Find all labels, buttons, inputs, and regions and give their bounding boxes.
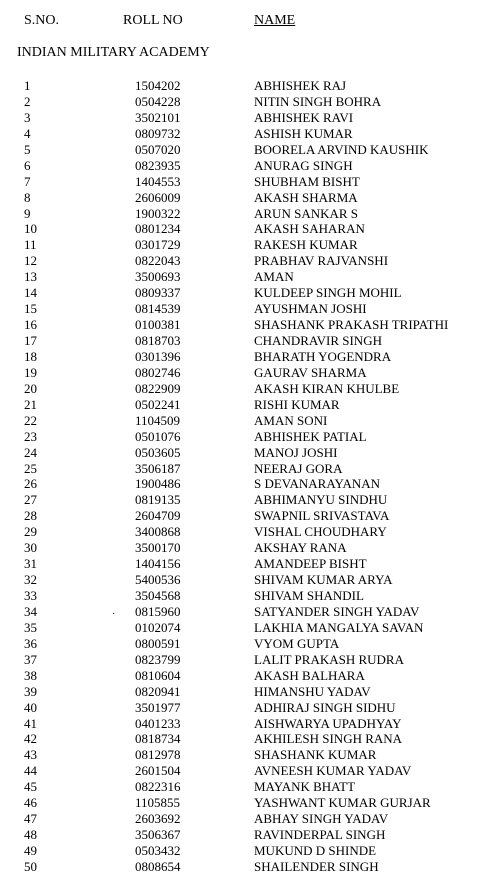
- serial-number: 43: [24, 747, 37, 763]
- roll-number: 0504228: [135, 93, 181, 109]
- table-row: [0, 78, 496, 94]
- roll-number: 0503605: [135, 444, 181, 460]
- candidate-list: [0, 78, 496, 875]
- table-row: [0, 397, 496, 413]
- table-row: [0, 206, 496, 222]
- table-row: [0, 476, 496, 492]
- roll-number: 0507020: [135, 141, 181, 157]
- table-row: [0, 285, 496, 301]
- candidate-name: AKASH BALHARA: [254, 667, 365, 683]
- candidate-name: AYUSHMAN JOSHI: [254, 301, 367, 317]
- serial-number: 39: [24, 683, 37, 699]
- serial-number: 1: [24, 78, 31, 93]
- table-row: [0, 747, 496, 763]
- candidate-name: AMAN SONI: [254, 412, 328, 428]
- table-row: [0, 811, 496, 827]
- candidate-name: SATYANDER SINGH YADAV: [254, 603, 420, 619]
- serial-number: 47: [24, 811, 37, 827]
- candidate-name: SHUBHAM BISHT: [254, 173, 360, 189]
- candidate-name: ABHAY SINGH YADAV: [254, 811, 389, 827]
- serial-number: 27: [24, 492, 37, 508]
- serial-number: 22: [24, 412, 37, 428]
- roll-number: 1900322: [135, 205, 181, 221]
- table-row: [0, 253, 496, 269]
- roll-number: 0818734: [135, 731, 181, 747]
- serial-number: 18: [24, 348, 37, 364]
- serial-number: 35: [24, 619, 37, 635]
- candidate-name: SHIVAM SHANDIL: [254, 588, 364, 603]
- candidate-name: AKHILESH SINGH RANA: [254, 731, 403, 747]
- serial-number: 44: [24, 763, 37, 779]
- serial-number: 3: [24, 109, 31, 125]
- serial-number: 17: [24, 333, 37, 348]
- serial-number: 29: [24, 524, 37, 540]
- candidate-name: AKASH KIRAN KHULBE: [254, 380, 400, 396]
- candidate-name: GAURAV SHARMA: [254, 364, 367, 380]
- candidate-name: AKSHAY RANA: [254, 540, 347, 556]
- candidate-name: SHAILENDER SINGH: [254, 858, 379, 874]
- serial-number: 8: [24, 189, 31, 205]
- candidate-name: ABHISHEK RAJ: [254, 78, 347, 93]
- table-row: [0, 301, 496, 317]
- roll-number: 0822909: [135, 380, 181, 396]
- table-row: [0, 237, 496, 253]
- roll-number: 3502101: [135, 109, 181, 125]
- candidate-name: AISHWARYA UPADHYAY: [254, 715, 402, 731]
- candidate-name: CHANDRAVIR SINGH: [254, 333, 382, 348]
- roll-number: 0814539: [135, 301, 181, 317]
- table-row: [0, 604, 496, 620]
- candidate-name: NEERAJ GORA: [254, 460, 343, 476]
- candidate-name: RISHI KUMAR: [254, 396, 340, 412]
- candidate-name: MAYANK BHATT: [254, 779, 356, 795]
- candidate-name: ABHISHEK PATIAL: [254, 428, 367, 444]
- table-row: [0, 827, 496, 843]
- roll-number: 0801234: [135, 221, 181, 237]
- candidate-name: BOORELA ARVIND KAUSHIK: [254, 141, 429, 157]
- candidate-name: BHARATH YOGENDRA: [254, 348, 392, 364]
- roll-number: 0502241: [135, 396, 181, 412]
- stray-mark: ·: [112, 609, 116, 620]
- serial-number: 21: [24, 396, 37, 412]
- candidate-name: SWAPNIL SRIVASTAVA: [254, 508, 390, 524]
- candidate-name: HIMANSHU YADAV: [254, 683, 371, 699]
- candidate-name: RAKESH KUMAR: [254, 237, 358, 253]
- candidate-name: ASHISH KUMAR: [254, 125, 353, 141]
- candidate-name: VYOM GUPTA: [254, 635, 340, 651]
- candidate-name: KULDEEP SINGH MOHIL: [254, 285, 402, 301]
- roll-number: 0800591: [135, 635, 181, 651]
- roll-number: 0102074: [135, 619, 181, 635]
- table-row: [0, 795, 496, 811]
- candidate-name: SHIVAM KUMAR ARYA: [254, 572, 393, 588]
- candidate-name: VISHAL CHOUDHARY: [254, 524, 387, 540]
- serial-number: 12: [24, 253, 37, 269]
- table-row: [0, 652, 496, 668]
- candidate-name: AKASH SAHARAN: [254, 221, 365, 237]
- roll-number: 0503432: [135, 843, 181, 858]
- serial-number: 49: [24, 843, 37, 858]
- table-row: [0, 731, 496, 747]
- serial-number: 31: [24, 556, 37, 572]
- roll-number: 0810604: [135, 667, 181, 683]
- roll-number: 1404156: [135, 556, 181, 572]
- roll-number: 5400536: [135, 572, 181, 588]
- roll-number: 0301396: [135, 348, 181, 364]
- roll-number: 3400868: [135, 524, 181, 540]
- table-row: [0, 588, 496, 604]
- roll-number: 0812978: [135, 747, 181, 763]
- table-row: [0, 572, 496, 588]
- serial-number: 46: [24, 795, 37, 811]
- roll-number: 0802746: [135, 364, 181, 380]
- candidate-name: AVNEESH KUMAR YADAV: [254, 763, 412, 779]
- table-row: [0, 221, 496, 237]
- serial-number: 34: [24, 603, 37, 619]
- table-row: [0, 269, 496, 285]
- serial-number: 25: [24, 460, 37, 476]
- table-row: [0, 859, 496, 875]
- roll-number: 3501977: [135, 699, 181, 715]
- serial-number: 24: [24, 444, 37, 460]
- table-row: [0, 174, 496, 190]
- candidate-name: AMAN: [254, 269, 294, 285]
- serial-number: 30: [24, 540, 37, 556]
- roll-number: 0808654: [135, 858, 181, 874]
- roll-number: 0100381: [135, 317, 181, 333]
- table-row: [0, 142, 496, 158]
- candidate-name: MUKUND D SHINDE: [254, 843, 377, 858]
- table-row: [0, 317, 496, 333]
- serial-number: 10: [24, 221, 37, 237]
- candidate-name: NITIN SINGH BOHRA: [254, 93, 382, 109]
- serial-number: 37: [24, 651, 37, 667]
- roll-number: 3500693: [135, 269, 181, 285]
- serial-number: 45: [24, 779, 37, 795]
- serial-number: 20: [24, 380, 37, 396]
- serial-number: 28: [24, 508, 37, 524]
- table-row: [0, 126, 496, 142]
- table-row: [0, 333, 496, 349]
- serial-number: 26: [24, 476, 37, 492]
- serial-number: 4: [24, 125, 31, 141]
- table-row: [0, 636, 496, 652]
- roll-number: 1504202: [135, 78, 181, 93]
- serial-number: 6: [24, 157, 31, 173]
- serial-number: 36: [24, 635, 37, 651]
- serial-number: 38: [24, 667, 37, 683]
- roll-number: 2603692: [135, 811, 181, 827]
- candidate-name: LAKHIA MANGALYA SAVAN: [254, 619, 424, 635]
- roll-number: 2606009: [135, 189, 181, 205]
- candidate-name: PRABHAV RAJVANSHI: [254, 253, 389, 269]
- table-row: [0, 492, 496, 508]
- roll-number: 0401233: [135, 715, 181, 731]
- roll-number: 0501076: [135, 428, 181, 444]
- roll-number: 0822316: [135, 779, 181, 795]
- serial-number: 40: [24, 699, 37, 715]
- candidate-name: RAVINDERPAL SINGH: [254, 827, 386, 843]
- candidate-name: ARUN SANKAR S: [254, 205, 359, 221]
- table-row: [0, 381, 496, 397]
- roll-number: 0822043: [135, 253, 181, 269]
- candidate-name: AKASH SHARMA: [254, 189, 358, 205]
- serial-number: 32: [24, 572, 37, 588]
- serial-number: 13: [24, 269, 37, 285]
- roll-number: 0815960: [135, 603, 181, 619]
- roll-number: 1105855: [135, 795, 181, 811]
- candidate-name: SHASHANK KUMAR: [254, 747, 377, 763]
- serial-number: 50: [24, 858, 37, 874]
- roll-number: 3500170: [135, 540, 181, 556]
- candidate-name: MANOJ JOSHI: [254, 444, 338, 460]
- roll-number: 3506187: [135, 460, 181, 476]
- roll-number: 0820941: [135, 683, 181, 699]
- roll-number: 0809337: [135, 285, 181, 301]
- column-header-name: NAME: [254, 13, 296, 28]
- roll-number: 0823799: [135, 651, 181, 667]
- serial-number: 23: [24, 428, 37, 444]
- column-header-roll-no: ROLL NO: [123, 13, 183, 28]
- candidate-name: ABHIMANYU SINDHU: [254, 492, 388, 508]
- table-row: [0, 779, 496, 795]
- candidate-name: SHASHANK PRAKASH TRIPATHI: [254, 317, 449, 333]
- table-row: [0, 700, 496, 716]
- serial-number: 14: [24, 285, 37, 301]
- table-row: [0, 620, 496, 636]
- table-row: [0, 365, 496, 381]
- table-row: [0, 524, 496, 540]
- serial-number: 11: [24, 237, 37, 253]
- table-row: [0, 190, 496, 206]
- table-row: [0, 94, 496, 110]
- roll-number: 1104509: [135, 412, 181, 428]
- roll-number: 3506367: [135, 827, 181, 843]
- roll-number: 0809732: [135, 125, 181, 141]
- serial-number: 7: [24, 173, 31, 189]
- serial-number: 33: [24, 588, 37, 603]
- serial-number: 2: [24, 93, 31, 109]
- serial-number: 5: [24, 141, 31, 157]
- roll-number: 2604709: [135, 508, 181, 524]
- roll-number: 0819135: [135, 492, 181, 508]
- table-row: [0, 413, 496, 429]
- candidate-name: ABHISHEK RAVI: [254, 109, 354, 125]
- candidate-name: S DEVANARAYANAN: [254, 476, 381, 492]
- section-title: INDIAN MILITARY ACADEMY: [17, 45, 210, 60]
- serial-number: 16: [24, 317, 37, 333]
- candidate-name: ANURAG SINGH: [254, 157, 353, 173]
- serial-number: 42: [24, 731, 37, 747]
- table-row: [0, 668, 496, 684]
- table-row: [0, 461, 496, 477]
- roll-number: 3504568: [135, 588, 181, 603]
- roll-number: 0301729: [135, 237, 181, 253]
- candidate-name: AMANDEEP BISHT: [254, 556, 367, 572]
- table-row: [0, 445, 496, 461]
- roll-number: 0818703: [135, 333, 181, 348]
- table-row: [0, 556, 496, 572]
- table-row: [0, 843, 496, 859]
- candidate-name: ADHIRAJ SINGH SIDHU: [254, 699, 396, 715]
- roll-number: 1900486: [135, 476, 181, 492]
- table-row: [0, 508, 496, 524]
- table-row: [0, 540, 496, 556]
- table-row: [0, 110, 496, 126]
- table-row: [0, 763, 496, 779]
- candidate-name: LALIT PRAKASH RUDRA: [254, 651, 404, 667]
- roll-number: 1404553: [135, 173, 181, 189]
- table-row: [0, 716, 496, 732]
- serial-number: 48: [24, 827, 37, 843]
- column-header-sno: S.NO.: [24, 13, 60, 28]
- serial-number: 19: [24, 364, 37, 380]
- serial-number: 9: [24, 205, 31, 221]
- serial-number: 15: [24, 301, 37, 317]
- table-row: [0, 429, 496, 445]
- candidate-name: YASHWANT KUMAR GURJAR: [254, 795, 431, 811]
- serial-number: 41: [24, 715, 37, 731]
- table-row: [0, 684, 496, 700]
- roll-number: 2601504: [135, 763, 181, 779]
- table-row: [0, 349, 496, 365]
- table-row: [0, 158, 496, 174]
- roll-number: 0823935: [135, 157, 181, 173]
